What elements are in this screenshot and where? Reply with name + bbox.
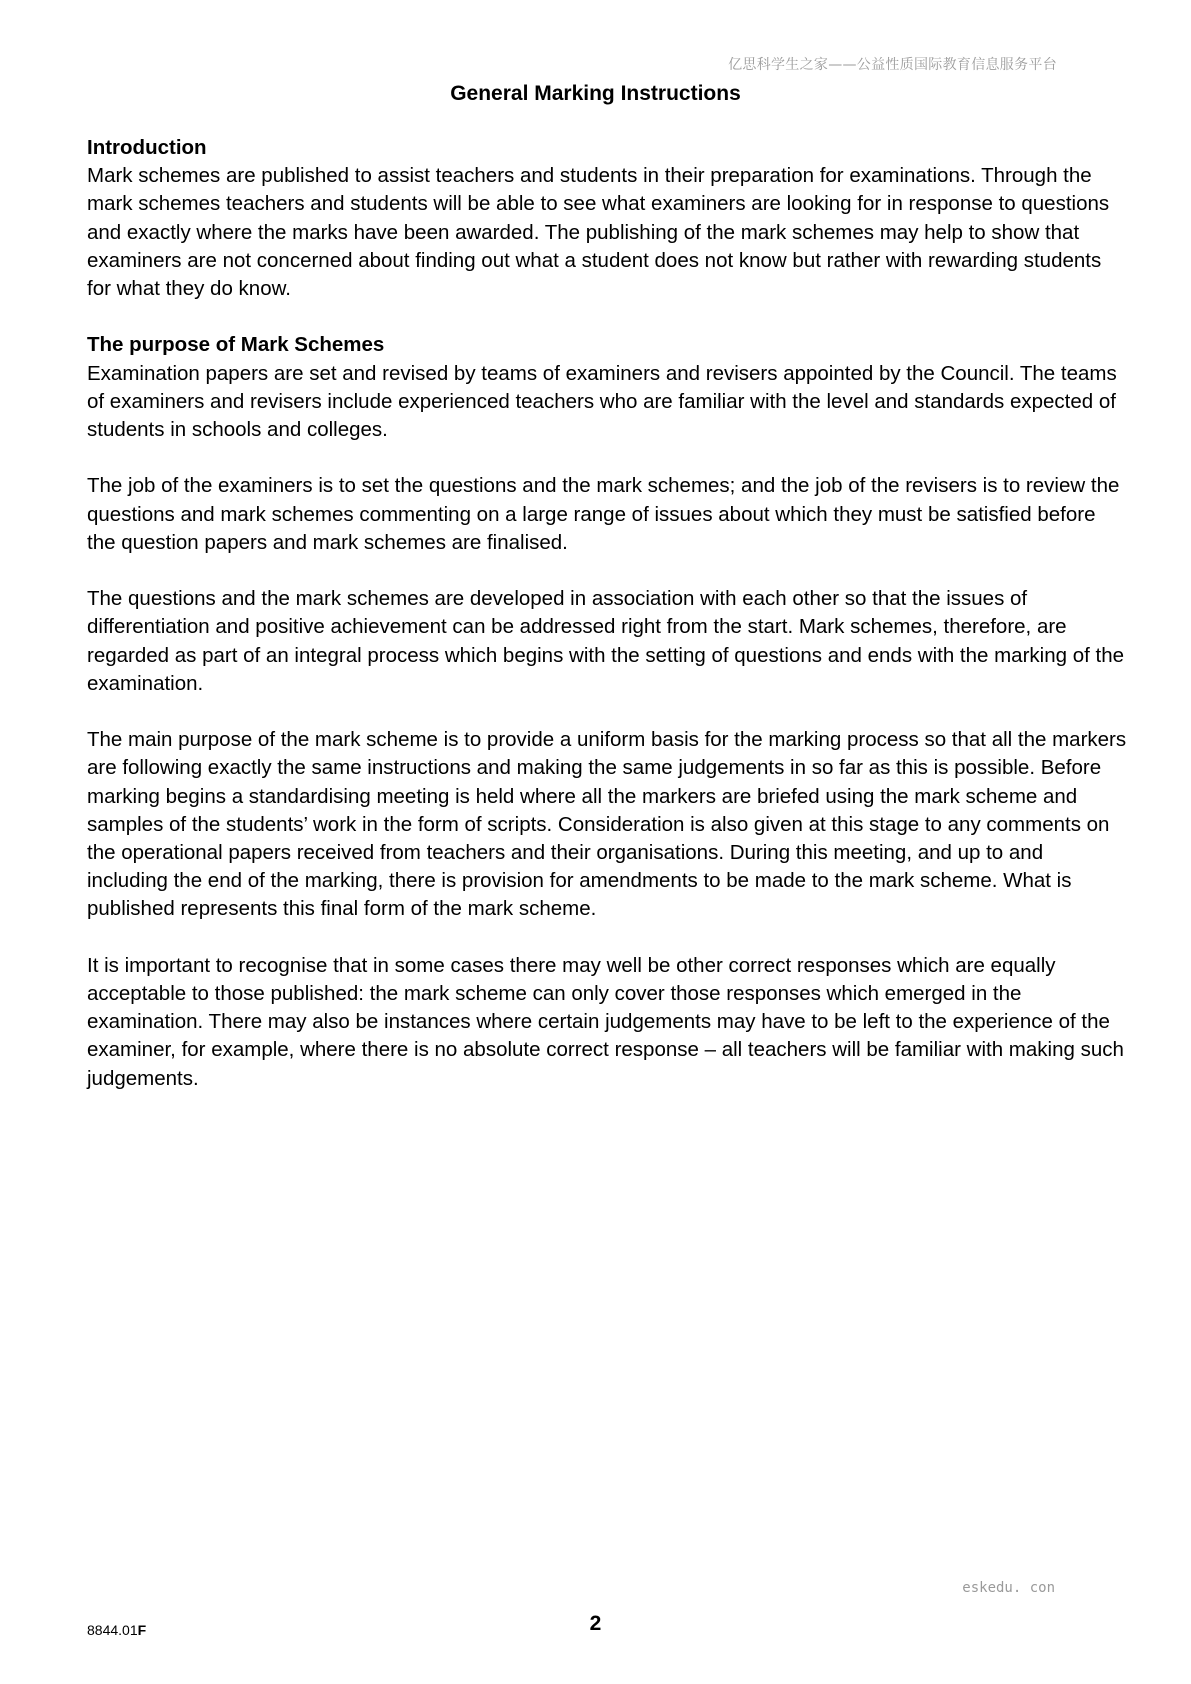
section-heading-introduction: Introduction	[87, 136, 207, 159]
paragraph: Examination papers are set and revised by teams of examiners and revisers appointed by the Council. The teams of examiners and revisers include experienced teachers who are familiar with the level and standards expected of students in schools and colleges.	[87, 361, 1117, 442]
paper-code-tier: F	[137, 1622, 147, 1638]
paragraph: The job of the examiners is to set the questions and the mark schemes; and the job of the revisers is to review the questions and mark schemes commenting on a large range of issues about which they must be satisfied before the question papers and mark schemes are finalised.	[87, 474, 1120, 554]
paragraph: Mark schemes are published to assist teachers and students in their preparation for examinations. Through the mark schemes teachers and students will be able to see what examiners are looking for in response to questions and exactly where the marks have been awarded. The publishing of the mark schemes may help to show that examiners are not concerned about finding out what a student does not know but rather with rewarding students for what they do know.	[87, 164, 1110, 301]
page-title: General Marking Instructions	[450, 82, 741, 105]
watermark-top: 亿思科学生之家——公益性质国际教育信息服务平台	[728, 57, 1057, 73]
paragraph: It is important to recognise that in some cases there may well be other correct responses which are equally acceptable to those published: the mark scheme can only cover those responses which emerged in the examination. There may also be instances where certain judgements may have to be left to the experience of the examiner, for example, where there is no absolute correct response – all teachers will be familiar with making such judgements.	[87, 953, 1124, 1090]
watermark-bottom: eskedu. con	[962, 1580, 1055, 1596]
section-heading-purpose: The purpose of Mark Schemes	[87, 333, 385, 357]
paragraph: The main purpose of the mark scheme is to provide a uniform basis for the marking process so that all the markers are following exactly the same instructions and making the same judgements in so far as this is possible. Before marking begins a standardising meeting is held where all the markers are briefed using the mark scheme and samples of the students’ work in the form of scripts. Consideration is also given at this stage to any comments on the operational papers received from teachers and their organisations. During this meeting, and up to and including the end of the marking, there is provision for amendments to be made to the mark scheme. What is published represents this final form of the mark scheme.	[87, 728, 1127, 921]
paper-code-number: 8844.01	[87, 1622, 138, 1638]
paragraph: The questions and the mark schemes are developed in association with each other so that the issues of differentiation and positive achievement can be addressed right from the start. Mark schemes, therefore, are regarded as part of an integral process which begins with the setting of questions and ends with the marking of the examination.	[87, 587, 1125, 695]
page-number: 2	[589, 1612, 602, 1635]
document-body	[87, 134, 1127, 1121]
